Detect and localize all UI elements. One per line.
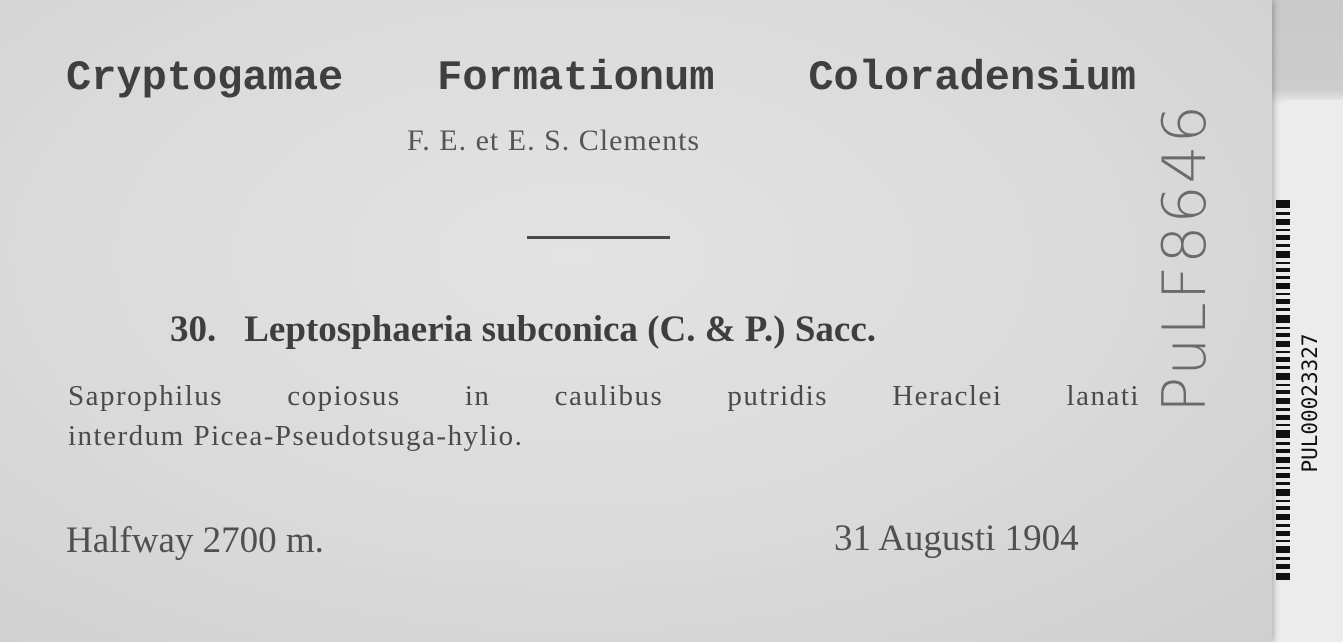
collection-title [66, 54, 1136, 102]
description-line-2: interdum Picea-Pseudotsuga-hylio. [68, 420, 524, 452]
barcode-image [1276, 200, 1290, 580]
description-word: Heraclei [892, 380, 1003, 412]
description-word: caulibus [554, 380, 664, 412]
description-line-1 [68, 376, 1140, 416]
collection-date: 31 Augusti 1904 [834, 518, 1079, 559]
collectors: F. E. et E. S. Clements [407, 124, 701, 157]
title-word: Cryptogamae [66, 54, 344, 102]
description-word: Saprophilus [68, 380, 224, 412]
title-word: Formationum [437, 54, 715, 102]
title-word: Coloradensium [808, 54, 1136, 102]
divider-rule [527, 236, 670, 239]
locality: Halfway 2700 m. [66, 520, 324, 561]
species-name: Leptosphaeria subconica (C. & P.) Sacc. [244, 309, 876, 350]
description-word: putridis [727, 380, 829, 412]
handwritten-accession-number: PuLF8646 [1150, 103, 1220, 413]
habitat-description [68, 376, 1140, 456]
description-word: lanati [1066, 380, 1140, 412]
species-number: 30. [170, 309, 217, 350]
species-heading [170, 308, 876, 351]
description-word: copiosus [287, 380, 401, 412]
description-word: in [464, 380, 491, 412]
barcode-number: PUL00023327 [1298, 333, 1322, 473]
